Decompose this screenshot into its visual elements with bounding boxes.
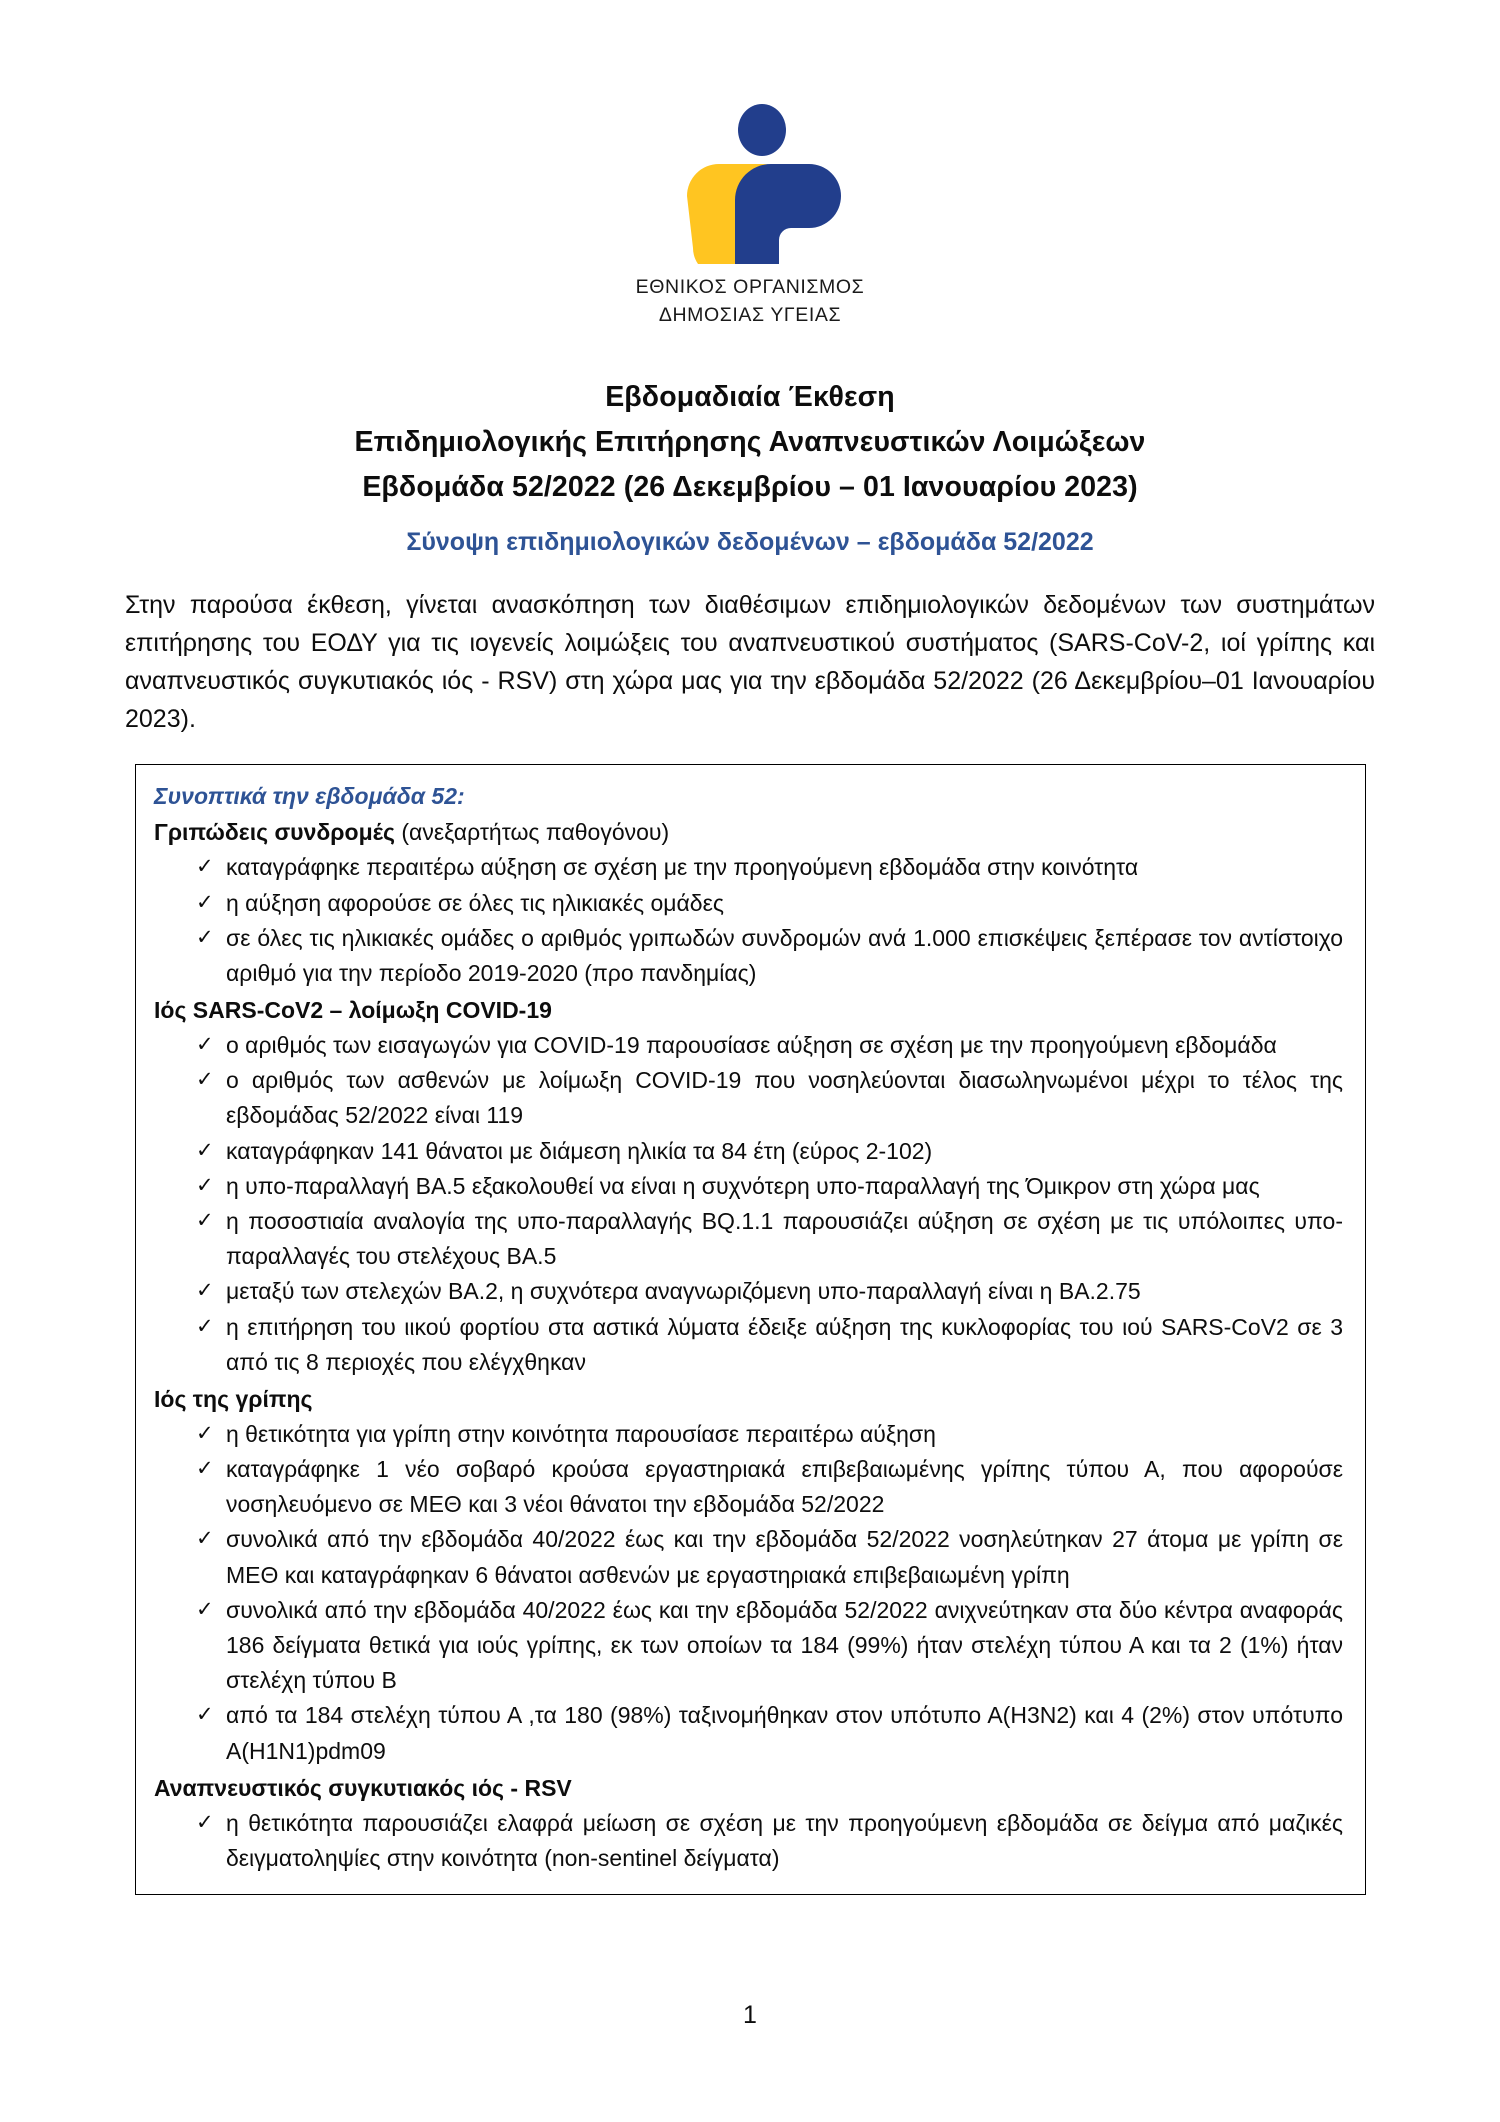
list-item-text: ο αριθμός των ασθενών με λοίμωξη COVID-19 που νοσηλεύονται διασωληνωμένοι μέχρι το τέλος της εβδομάδας 52/2022 είναι 119: [226, 1067, 1343, 1129]
list-item: [154, 850, 1343, 885]
intro-paragraph: [125, 586, 1375, 738]
summary-section-heading: [154, 1382, 1343, 1417]
checkmark-icon: ✓: [196, 1068, 214, 1092]
list-item: [154, 1522, 1343, 1592]
list-item-text: μεταξύ των στελεχών ΒΑ.2, η συχνότερα αναγνωριζόμενη υπο-παραλλαγή είναι η ΒΑ.2.75: [226, 1278, 1141, 1305]
checkmark-icon: ✓: [196, 925, 214, 949]
summary-sections: [154, 815, 1343, 1876]
summary-section-heading-bold: Αναπνευστικός συγκυτιακός ιός - RSV: [154, 1774, 572, 1801]
list-item-text: συνολικά από την εβδομάδα 40/2022 έως και την εβδομάδα 52/2022 νοσηλεύτηκαν 27 άτομα με γρίπη σε ΜΕΘ και καταγράφηκαν 6 θάνατοι ασθενών με εργαστηριακά επιβεβαιωμένη γρίπη: [226, 1526, 1343, 1588]
list-item-text: καταγράφηκαν 141 θάνατοι με διάμεση ηλικία τα 84 έτη (εύρος 2-102): [226, 1137, 933, 1164]
title-line-3: Εβδομάδα 52/2022 (26 Δεκεμβρίου – 01 Ιανουαρίου 2023): [362, 471, 1138, 504]
summary-checklist: [154, 1028, 1343, 1380]
summary-checklist: [154, 1806, 1343, 1876]
organization-name-line2: ΔΗΜΟΣΙΑΣ ΥΓΕΙΑΣ: [658, 303, 842, 326]
checkmark-icon: ✓: [196, 1421, 214, 1445]
list-item: [154, 1806, 1343, 1876]
summary-section-heading-note: (ανεξαρτήτως παθογόνου): [395, 819, 670, 846]
list-item: [154, 886, 1343, 921]
list-item: [154, 1593, 1343, 1699]
list-item: [154, 1169, 1343, 1204]
checkmark-icon: ✓: [196, 1703, 214, 1727]
organization-logo-block: [0, 0, 1500, 329]
list-item-text: ο αριθμός των εισαγωγών για COVID-19 παρουσίασε αύξηση σε σχέση με την προηγούμενη εβδομάδα: [226, 1032, 1277, 1059]
checkmark-icon: ✓: [196, 890, 214, 914]
summary-section-heading-bold: Ιός της γρίπης: [154, 1385, 313, 1412]
summary-section-heading: [154, 815, 1343, 850]
checkmark-icon: ✓: [196, 1457, 214, 1481]
list-item: [154, 1028, 1343, 1063]
intro-text: Στην παρούσα έκθεση, γίνεται ανασκόπηση των διαθέσιμων επιδημιολογικών δεδομένων των συστημάτων επιτήρησης του ΕΟΔΥ για τις ιογενείς λοιμώξεις του αναπνευστικού συστήματος (SARS-CoV-2, ιοί γρίπης και αναπνευστικός συγκυτιακός ιός - RSV) στη χώρα μας για την εβδομάδα 52/2022 (26 Δεκεμβρίου–01 Ιανουαρίου 2023).: [125, 590, 1375, 733]
list-item-text: καταγράφηκε 1 νέο σοβαρό κρούσα εργαστηριακά επιβεβαιωμένης γρίπης τύπου Α, που αφορούσε νοσηλευόμενο σε ΜΕΘ και 3 νέοι θάνατοι την εβδομάδα 52/2022: [226, 1456, 1343, 1518]
list-item: [154, 1063, 1343, 1133]
list-item: [154, 1452, 1343, 1522]
list-item: [154, 1134, 1343, 1169]
organization-name-line1: ΕΘΝΙΚΟΣ ΟΡΓΑΝΙΣΜΟΣ: [635, 276, 865, 298]
organization-name: [636, 274, 865, 329]
checkmark-icon: ✓: [196, 1209, 214, 1233]
list-item-text: η θετικότητα παρουσιάζει ελαφρά μείωση σε σχέση με την προηγούμενη εβδομάδα σε δείγμα από μαζικές δειγματοληψίες στην κοινότητα (non-sentinel δείγματα): [226, 1809, 1343, 1871]
checkmark-icon: ✓: [196, 1810, 214, 1834]
summary-section-heading-bold: Ιός SARS-CoV2 – λοίμωξη COVID-19: [154, 997, 552, 1024]
checkmark-icon: ✓: [196, 1314, 214, 1338]
list-item-text: η υπο-παραλλαγή ΒΑ.5 εξακολουθεί να είναι η συχνότερη υπο-παραλλαγή της Όμικρον στη χώρα μας: [226, 1172, 1260, 1199]
summary-section-heading: [154, 1771, 1343, 1806]
list-item: [154, 921, 1343, 991]
list-item-text: η αύξηση αφορούσε σε όλες τις ηλικιακές ομάδες: [226, 889, 724, 916]
list-item: [154, 1417, 1343, 1452]
title-line-2: Επιδημιολογικής Επιτήρησης Αναπνευστικών Λοιμώξεων: [354, 426, 1146, 459]
summary-section-heading-bold: Γριπώδεις συνδρομές: [154, 819, 395, 846]
list-item: [154, 1698, 1343, 1768]
title-line-1: Εβδομαδιαία Έκθεση: [605, 381, 895, 414]
checkmark-icon: ✓: [196, 1173, 214, 1197]
summary-checklist: [154, 850, 1343, 991]
checkmark-icon: ✓: [196, 1527, 214, 1551]
list-item-text: καταγράφηκε περαιτέρω αύξηση σε σχέση με την προηγούμενη εβδομάδα στην κοινότητα: [226, 854, 1139, 881]
weekly-summary-box: [135, 764, 1366, 1895]
list-item-text: η θετικότητα για γρίπη στην κοινότητα παρουσίασε περαιτέρω αύξηση: [226, 1420, 936, 1447]
checkmark-icon: ✓: [196, 855, 214, 879]
list-item-text: σε όλες τις ηλικιακές ομάδες ο αριθμός γριπωδών συνδρομών ανά 1.000 επισκέψεις ξεπέρασε τον αντίστοιχο αριθμό για την περίοδο 2019-2020 (προ πανδημίας): [226, 924, 1343, 986]
list-item-text: η ποσοστιαία αναλογία της υπο-παραλλαγής BQ.1.1 παρουσιάζει αύξηση σε σχέση με τις υπόλοιπες υπο-παραλλαγές του στελέχους ΒΑ.5: [226, 1208, 1343, 1270]
page-title: [0, 375, 1500, 510]
list-item-text: από τα 184 στελέχη τύπου Α ,τα 180 (98%) ταξινομήθηκαν στον υπότυπο Α(Η3Ν2) και 4 (2%) στον υπότυπο Α(Η1Ν1)pdm09: [226, 1702, 1343, 1764]
list-item: [154, 1274, 1343, 1309]
eody-person-logo-icon: [657, 104, 843, 264]
list-item-text: η επιτήρηση του ιικού φορτίου στα αστικά λύματα έδειξε αύξηση της κυκλοφορίας του ιού SARS-CoV2 σε 3 από τις 8 περιοχές που ελέγχθηκαν: [226, 1313, 1343, 1375]
checkmark-icon: ✓: [196, 1138, 214, 1162]
summary-box-title: Συνοπτικά την εβδομάδα 52:: [154, 782, 465, 809]
summary-checklist: [154, 1417, 1343, 1769]
page-subtitle: Σύνοψη επιδημιολογικών δεδομένων – εβδομάδα 52/2022: [406, 528, 1094, 557]
list-item-text: συνολικά από την εβδομάδα 40/2022 έως και την εβδομάδα 52/2022 ανιχνεύτηκαν στα δύο κέντρα αναφοράς 186 δείγματα θετικά για ιούς γρίπης, εκ των οποίων τα 184 (99%) ήταν στελέχη τύπου Α και τα 2 (1%) ήταν στελέχη τύπου Β: [226, 1596, 1343, 1694]
checkmark-icon: ✓: [196, 1033, 214, 1057]
checkmark-icon: ✓: [196, 1279, 214, 1303]
list-item: [154, 1310, 1343, 1380]
checkmark-icon: ✓: [196, 1597, 214, 1621]
list-item: [154, 1204, 1343, 1274]
page-number: 1: [743, 2001, 757, 2029]
summary-section-heading: [154, 993, 1343, 1028]
